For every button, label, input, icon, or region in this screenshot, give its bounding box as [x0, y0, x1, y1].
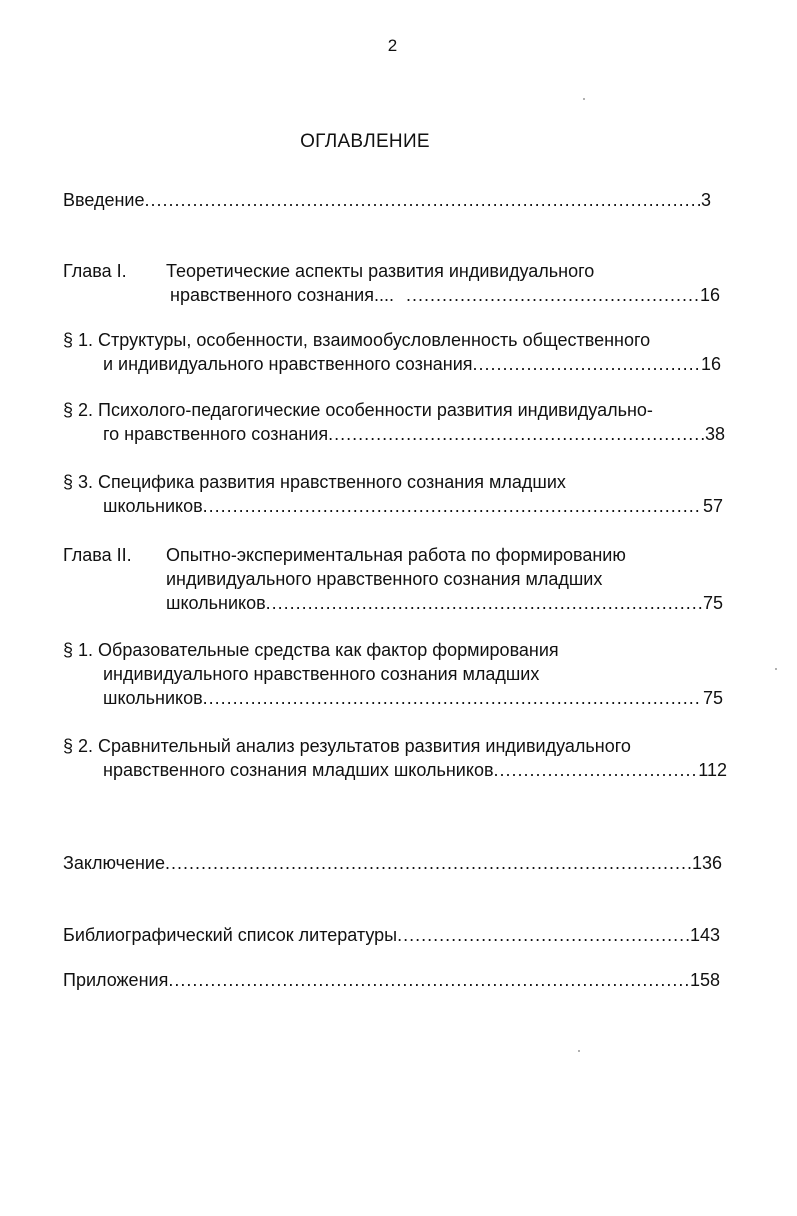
scan-speck	[583, 98, 585, 100]
toc-page-number: 57	[702, 496, 723, 516]
leader-dots	[165, 853, 691, 874]
page-number: 2	[387, 36, 398, 55]
toc-page-number: 16	[700, 354, 721, 374]
toc-page-number: 16	[699, 285, 720, 305]
leader-dots	[328, 424, 704, 445]
toc-entry-text: го нравственного сознания	[103, 424, 329, 444]
leader-dots	[406, 285, 699, 306]
toc-entry-line: Опытно-экспериментальная работа по формированию	[166, 545, 626, 565]
toc-page-number: 136	[691, 853, 722, 873]
leader-dots	[203, 688, 702, 709]
leader-dots	[266, 593, 702, 614]
toc-entry-appendices[interactable]	[63, 970, 720, 991]
toc-entry-text: школьников	[103, 688, 203, 708]
toc-entry-text: и индивидуального нравственного сознания	[103, 354, 473, 374]
toc-entry-text: школьников	[103, 496, 203, 516]
toc-entry-text: школьников	[166, 593, 266, 613]
leader-dots	[145, 190, 700, 211]
toc-entry-text: Приложения	[63, 970, 169, 990]
chapter-label: Глава II.	[63, 545, 132, 565]
toc-entry-intro[interactable]	[63, 190, 711, 211]
toc-page-number: 38	[704, 424, 725, 444]
toc-page-number: 75	[702, 593, 723, 613]
toc-entry-conclusion[interactable]	[63, 853, 722, 874]
chapter-label: Глава I.	[63, 261, 127, 281]
toc-entry-line: § 1. Образовательные средства как фактор формирования	[63, 640, 559, 660]
toc-entry-text: нравственного сознания младших школьников	[103, 760, 494, 780]
leader-dots	[203, 496, 702, 517]
leader-dots	[494, 760, 698, 781]
toc-page-number: 75	[702, 688, 723, 708]
toc-entry-line	[103, 496, 723, 517]
toc-entry-line: § 1. Структуры, особенности, взаимообусловленность общественного	[63, 330, 651, 350]
toc-entry-line: Теоретические аспекты развития индивидуального	[166, 261, 595, 281]
toc-page-number: 158	[689, 970, 720, 990]
scan-speck	[775, 668, 777, 670]
leader-dots	[473, 354, 700, 375]
toc-entry-line	[166, 593, 723, 614]
toc-entry-line	[170, 285, 720, 306]
leader-dots	[397, 925, 689, 946]
scan-speck	[578, 1050, 580, 1052]
toc-page-number: 112	[698, 760, 727, 780]
toc-entry-text: Заключение	[63, 853, 165, 873]
leader-dots	[168, 970, 689, 991]
toc-entry-text: нравственного сознания....	[170, 285, 394, 305]
toc-entry-line: § 2. Психолого-педагогические особенности развития индивидуально-	[63, 400, 653, 420]
toc-entry-text: Библиографический список литературы	[63, 925, 398, 945]
toc-entry-line	[103, 424, 725, 445]
toc-entry-line: § 2. Сравнительный анализ результатов развития индивидуального	[63, 736, 631, 756]
toc-entry-text: Введение	[63, 190, 145, 210]
toc-page-number: 3	[700, 190, 711, 210]
toc-entry-line	[103, 760, 727, 781]
toc-page-number: 143	[689, 925, 720, 945]
toc-entry-line: индивидуального нравственного сознания младших	[166, 569, 603, 589]
toc-entry-line: § 3. Специфика развития нравственного сознания младших	[63, 472, 566, 492]
toc-entry-bibliography[interactable]	[63, 925, 720, 946]
toc-entry-line: индивидуального нравственного сознания младших	[103, 664, 540, 684]
page-title: ОГЛАВЛЕНИЕ	[300, 131, 430, 152]
toc-entry-line	[103, 354, 721, 375]
toc-entry-line	[103, 688, 723, 709]
